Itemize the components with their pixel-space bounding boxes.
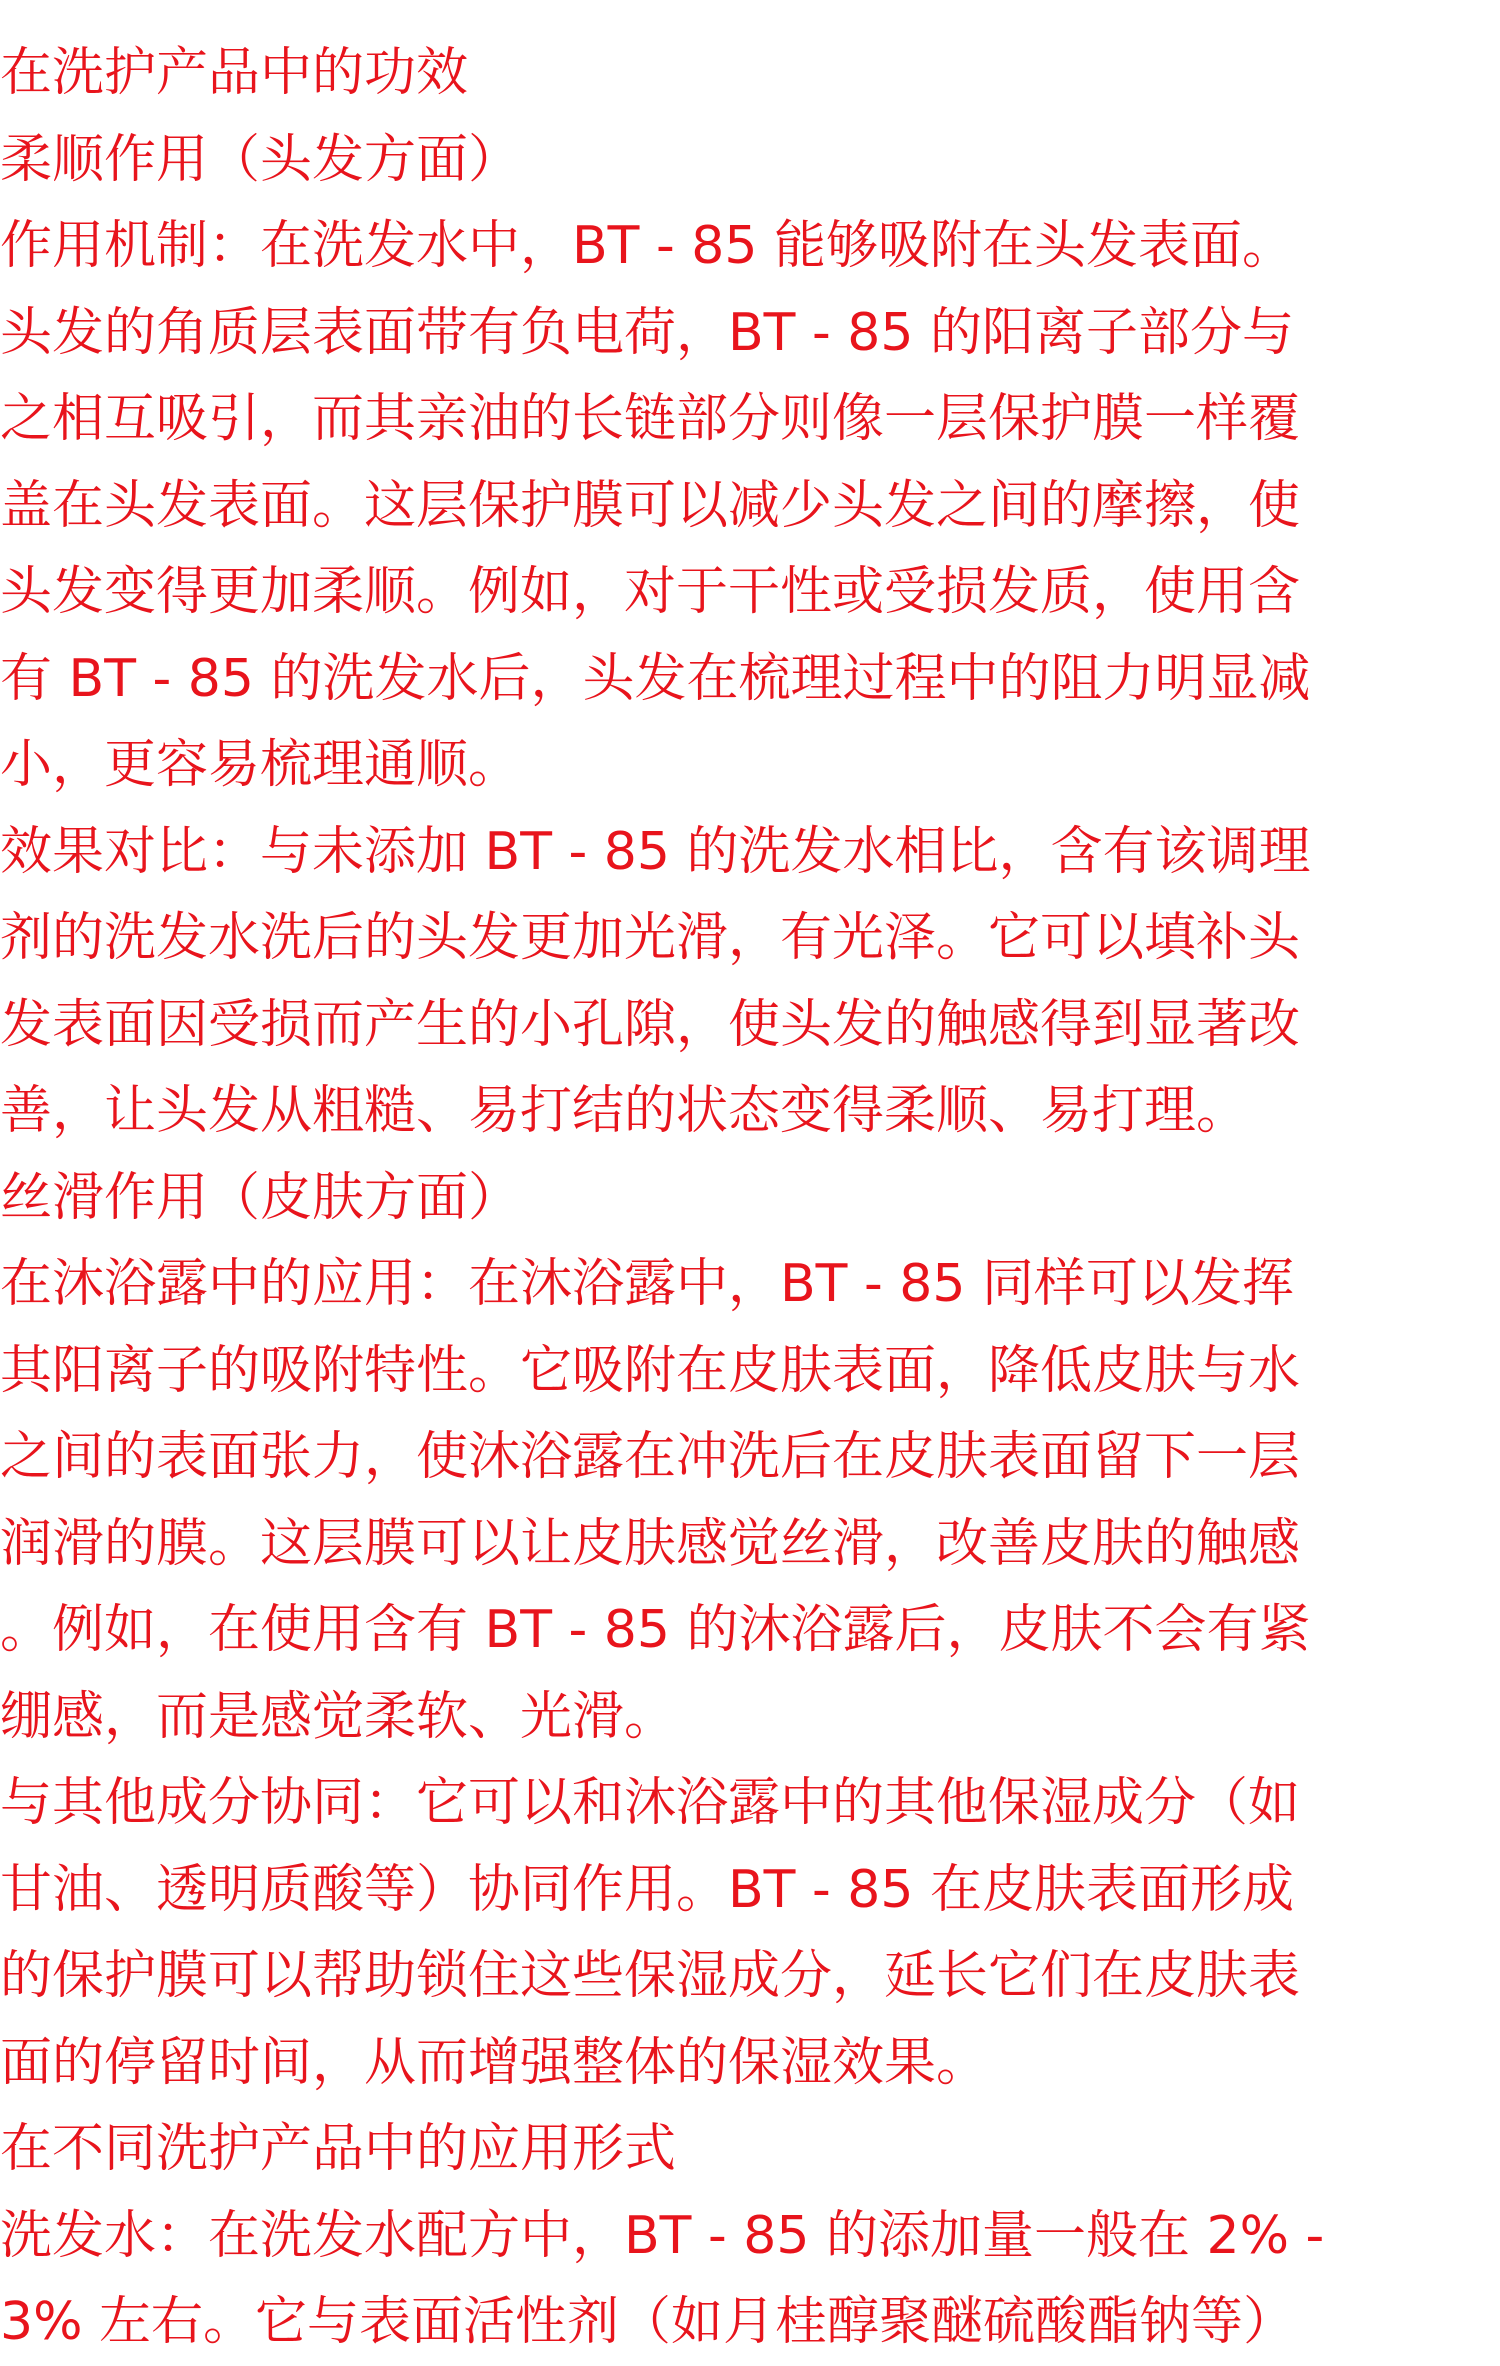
text-line: 小，更容易梳理通顺。 xyxy=(0,735,521,795)
text-line: 效果对比：与未添加 BT - 85 的洗发水相比，含有该调理 xyxy=(0,821,1311,882)
text-line: 绷感，而是感觉柔软、光滑。 xyxy=(0,1686,677,1747)
text-line: 头发变得更加柔顺。例如，对于干性或受损发质，使用含 xyxy=(0,562,1301,622)
text-line: 与其他成分协同：它可以和沐浴露中的其他保湿成分（如 xyxy=(0,1773,1301,1833)
text-line: 面的停留时间，从而增强整体的保湿效果。 xyxy=(0,2032,989,2093)
text-line: 。例如，在使用含有 BT - 85 的沐浴露后，皮肤不会有紧 xyxy=(0,1600,1311,1660)
text-line: 作用机制：在洗发水中，BT - 85 能够吸附在头发表面。 xyxy=(0,216,1294,276)
text-line: 之相互吸引，而其亲油的长链部分则像一层保护膜一样覆 xyxy=(0,389,1301,449)
text-line: 的保护膜可以帮助锁住这些保湿成分，延长它们在皮肤表 xyxy=(0,1946,1301,2006)
text-line: 洗发水：在洗发水配方中，BT - 85 的添加量一般在 2% - xyxy=(0,2205,1325,2266)
section-heading: 在洗护产品中的功效 xyxy=(0,43,469,103)
text-line: 盖在头发表面。这层保护膜可以减少头发之间的摩擦，使 xyxy=(0,475,1301,536)
text-line: 发表面因受损而产生的小孔隙，使头发的触感得到显著改 xyxy=(0,994,1301,1055)
text-line: 之间的表面张力，使沐浴露在冲洗后在皮肤表面留下一层 xyxy=(0,1427,1301,1487)
text-line: 甘油、透明质酸等）协同作用。BT - 85 在皮肤表面形成 xyxy=(0,1859,1294,1920)
document-body xyxy=(0,30,1500,2366)
subsection-heading: 柔顺作用（头发方面） xyxy=(0,129,521,190)
text-line: 剂的洗发水洗后的头发更加光滑，有光泽。它可以填补头 xyxy=(0,908,1301,968)
section-heading: 在不同洗护产品中的应用形式 xyxy=(0,2119,677,2179)
text-line: 3% 左右。它与表面活性剂（如月桂醇聚醚硫酸酯钠等） xyxy=(0,2292,1296,2352)
subsection-heading: 丝滑作用（皮肤方面） xyxy=(0,1167,521,1228)
text-line: 头发的角质层表面带有负电荷，BT - 85 的阳离子部分与 xyxy=(0,302,1294,363)
text-line: 有 BT - 85 的洗发水后，头发在梳理过程中的阻力明显减 xyxy=(0,648,1311,709)
text-line: 善，让头发从粗糙、易打结的状态变得柔顺、易打理。 xyxy=(0,1081,1249,1141)
text-line: 在沐浴露中的应用：在沐浴露中，BT - 85 同样可以发挥 xyxy=(0,1254,1294,1314)
text-line: 润滑的膜。这层膜可以让皮肤感觉丝滑，改善皮肤的触感 xyxy=(0,1513,1301,1574)
text-line: 其阳离子的吸附特性。它吸附在皮肤表面，降低皮肤与水 xyxy=(0,1340,1301,1401)
